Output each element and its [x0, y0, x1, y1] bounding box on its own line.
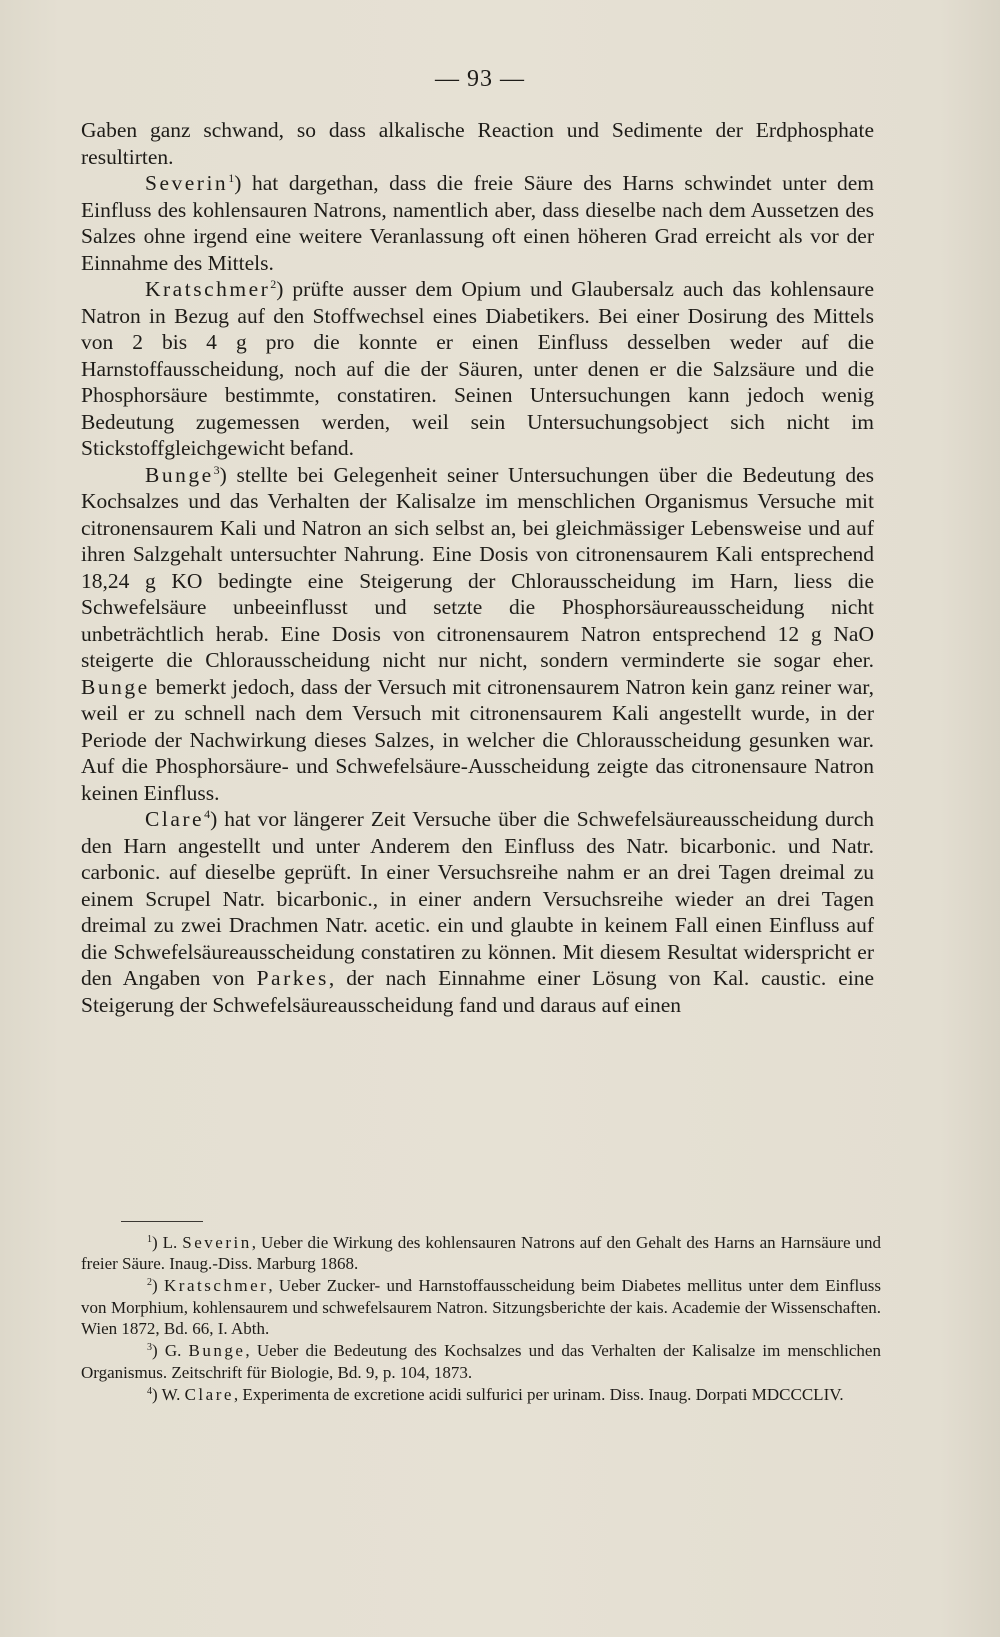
author-name: Bunge [188, 1341, 246, 1361]
author-name: Bunge [81, 674, 150, 699]
footnote-2 [81, 1275, 881, 1339]
text-run: ) hat dargethan, dass die freie Säure des Harns schwindet unter dem Einfluss des kohlensauren Natrons, namentlich aber, dass dieselbe nach dem Aussetzen des Salzes ohne irgend eine weitere Veranlassung oft einen höheren Grad erreicht als vor der Einnahme des Mittels. [81, 171, 874, 275]
author-name: Severin [145, 171, 229, 195]
text-run: , Ueber die Bedeutung des Kochsalzes und das Verhalten der Kalisalze im menschlichen Organismus. Zeitschrift für Biologie, Bd. 9, p. 104, 1873. [81, 1341, 881, 1382]
footnote-marker: 4 [147, 1385, 152, 1397]
text-run: , Ueber die Wirkung des kohlensauren Natrons auf den Gehalt des Harns an Harnsäure und freier Säure. Inaug.-Diss. Marburg 1868. [81, 1233, 881, 1274]
footnote-separator [121, 1221, 203, 1222]
paragraph-4 [81, 462, 874, 807]
paragraph-5 [81, 806, 874, 1018]
footnote-marker: 2 [270, 277, 277, 291]
author-name: Severin [182, 1233, 252, 1252]
author-name: Bunge [145, 462, 214, 487]
author-name: Kratschmer [145, 277, 271, 301]
paragraph-1 [81, 117, 874, 170]
footnotes [81, 1232, 881, 1406]
footnote-4 [81, 1384, 881, 1405]
text-run: ) L. [152, 1233, 183, 1252]
footnote-3 [81, 1340, 881, 1383]
footnote-marker: 3 [147, 1342, 152, 1354]
text-run: , Ueber Zucker- und Harnstoffausscheidung beim Diabetes mellitus unter dem Einfluss von Morphium, kohlensaurem und schwefelsaurem Natron. Sitzungsberichte der kais. Academie der Wissenschaften. Wien 1872, Bd. 66, I. Abth. [81, 1276, 881, 1339]
author-name: Parkes [256, 966, 329, 990]
author-name: Clare [184, 1384, 234, 1404]
paragraph-2 [81, 170, 874, 276]
footnote-marker: 3 [213, 462, 220, 477]
paragraph-3 [81, 276, 874, 462]
text-run: ) W. [152, 1384, 185, 1404]
text-run: Gaben ganz schwand, so dass alkalische Reaction und Sedimente der Erdphosphate resultirten. [81, 118, 874, 169]
text-run: , der nach Einnahme einer Lösung von Kal. caustic. eine Steigerung der Schwefelsäureausscheidung fand und daraus auf einen [81, 966, 875, 1017]
text-run: , Experimenta de excretione acidi sulfurici per urinam. Diss. Inaug. Dorpati MDCCCLIV. [233, 1384, 844, 1404]
page-number: — 93 — [435, 66, 525, 92]
footnote-marker: 1 [147, 1234, 152, 1245]
author-name: Kratschmer [164, 1276, 269, 1296]
author-name: Clare [145, 807, 205, 831]
footnote-marker: 4 [204, 807, 211, 821]
text-run: ) [152, 1276, 164, 1296]
text-run: ) stellte bei Gelegenheit seiner Untersuchungen über die Bedeutung des Kochsalzes und das Verhalten der Kalisalze im menschlichen Organismus Versuche mit citronensaurem Kali und Natron an sich selbst an, bei gleichmässiger Lebensweise und auf ihren Salzgehalt untersuchter Nahrung. Eine Dosis von citronensaurem Kali entsprechend 18,24 g KO bedingte eine Steigerung der Chlorausscheidung im Harn, liess die Schwefelsäure unbeeinflusst und setzte die Phosphorsäureausscheidung nicht unbeträchtlich herab. Eine Dosis von citronensaurem Natron entsprechend 12 g NaO steigerte die Chlorausscheidung nicht nur nicht, sondern verminderte sie sogar eher. [81, 462, 874, 672]
text-run: ) G. [152, 1341, 189, 1361]
footnote-1 [81, 1232, 881, 1275]
text-run: ) hat vor längerer Zeit Versuche über die Schwefelsäureausscheidung durch den Harn angestellt und unter Anderem den Einfluss des Natr. bicarbonic. und Natr. carbonic. auf dieselbe geprüft. In einer Versuchsreihe nahm er an drei Tagen dreimal zu einem Scrupel Natr. bicarbonic., in einer andern Versuchsreihe wieder an drei Tagen dreimal zu zwei Drachmen Natr. acetic. ein und glaubte in keinem Fall einen Einfluss auf die Schwefelsäureausscheidung constatiren zu können. Mit diesem Resultat widerspricht er den Angaben von [81, 807, 874, 990]
text-run: ) prüfte ausser dem Opium und Glaubersalz auch das kohlensaure Natron in Bezug auf den Stoffwechsel eines Diabetikers. Bei einer Dosirung des Mittels von 2 bis 4 g pro die konnte er einen Einfluss desselben weder auf die Harnstoffausscheidung, noch auf die der Säuren, unter denen er die Salzsäure und die Phosphorsäure bestimmte, constatiren. Seinen Untersuchungen kann jedoch wenig Bedeutung zugemessen werden, weil sein Untersuchungsobject sich nicht im Stickstoffgleichgewicht befand. [81, 277, 874, 460]
footnote-marker: 1 [228, 171, 235, 185]
footnote-marker: 2 [147, 1277, 152, 1289]
text-run: bemerkt jedoch, dass der Versuch mit citronensaurem Natron kein ganz reiner war, weil er zu schnell nach dem Versuch mit citronensaurem Kali angestellt wurde, in der Periode der Nachwirkung dieses Salzes, in welcher die Chlorausscheidung gesunken war. Auf die Phosphorsäure- und Schwefelsäure-Ausscheidung zeigte das citronensaure Natron keinen Einfluss. [81, 674, 874, 805]
main-text [81, 117, 874, 1018]
